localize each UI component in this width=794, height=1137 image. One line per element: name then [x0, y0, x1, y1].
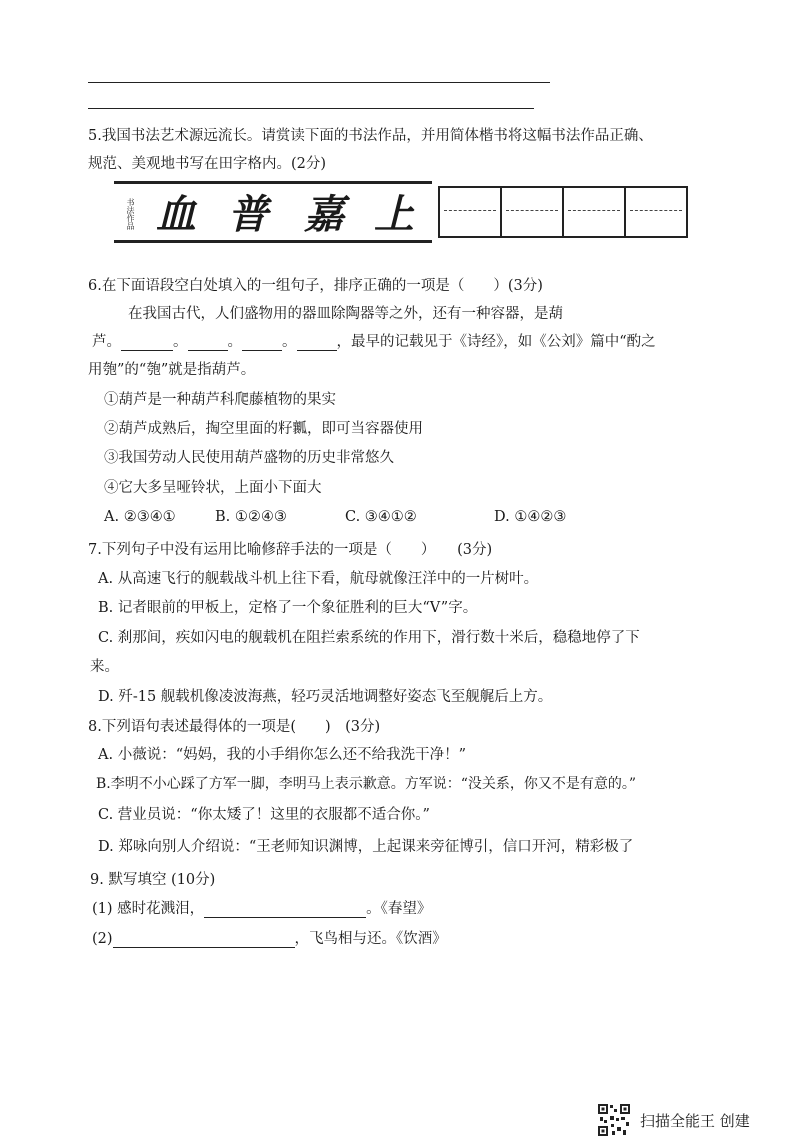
q6-item-1: ①葫芦是一种葫芦科爬藤植物的果实	[104, 392, 336, 408]
q7-option-d[interactable]: D. 歼-15 舰载机像凌波海燕，轻巧灵活地调整好姿态飞至舰艉后上方。	[98, 689, 553, 705]
q9-line1-suffix: 。《春望》	[366, 901, 432, 917]
q8-option-b[interactable]: B.李明不小心踩了方军一脚，李明马上表示歉意。方军说：“没关系，你又不是有意的。”	[96, 776, 637, 792]
grid-cell-2[interactable]	[502, 188, 564, 236]
q7-stem: 7.下列句子中没有运用比喻修辞手法的一项是（ ） (3分)	[88, 542, 493, 558]
q6-item-2: ②葫芦成熟后，掏空里面的籽瓤，即可当容器使用	[104, 421, 423, 437]
q9-line-2	[92, 930, 447, 948]
q7-option-c-line1[interactable]: C. 刹那间，疾如闪电的舰载机在阻拦索系统的作用下，滑行数十米后，稳稳地停了下	[98, 630, 640, 646]
calligraphy-artwork	[114, 181, 432, 243]
q6-item-4: ④它大多呈哑铃状，上面小下面大	[104, 480, 322, 496]
q9-line-1	[92, 900, 431, 918]
q6-para-1: 在我国古代，人们盛物用的器皿除陶器等之外，还有一种容器，是葫	[128, 306, 563, 322]
q7-option-c-line2[interactable]: 来。	[90, 659, 119, 675]
q6-para2-a: 芦。	[92, 334, 121, 350]
calligraphy-char-3: 嘉	[304, 191, 344, 238]
calligraphy-char-2: 普	[228, 191, 268, 238]
q8-option-c[interactable]: C. 营业员说：“你太矮了！这里的衣服都不适合你。”	[98, 807, 430, 823]
tianzige-grid[interactable]	[438, 186, 688, 238]
q6-blank-2[interactable]	[188, 350, 228, 351]
q8-option-a[interactable]: A. 小薇说：“妈妈，我的小手绢你怎么还不给我洗干净！”	[98, 747, 467, 763]
q6-para2-e: ，最早的记载见于《诗经》，如《公刘》篇中“酌之	[336, 334, 656, 350]
q6-option-d[interactable]: D. ①④②③	[494, 509, 567, 525]
q6-blank-3[interactable]	[242, 350, 282, 351]
grid-cell-4[interactable]	[626, 188, 686, 236]
q6-item-3: ③我国劳动人民使用葫芦盛物的历史非常悠久	[104, 450, 394, 466]
q6-blank-1[interactable]	[121, 350, 173, 351]
q6-para2-d: 。	[282, 334, 297, 350]
q6-blank-4[interactable]	[297, 350, 337, 351]
q5-line-1: 5.我国书法艺术源远流长。请赏读下面的书法作品，并用简体楷书将这幅书法作品正确、	[88, 128, 653, 144]
q6-option-c[interactable]: C. ③④①②	[345, 509, 417, 525]
calligraphy-small-text: 书法作品	[126, 198, 135, 230]
q6-para-2	[92, 333, 656, 351]
q8-option-d[interactable]: D. 郑咏向别人介绍说：“王老师知识渊博，上起课来旁征博引，信口开河，精彩极了	[98, 839, 634, 855]
grid-cell-1[interactable]	[440, 188, 502, 236]
q5-line-2: 规范、美观地书写在田字格内。(2分)	[88, 156, 327, 172]
answer-line-1	[88, 82, 550, 83]
q6-option-b[interactable]: B. ①②④③	[215, 509, 287, 525]
q9-blank-2[interactable]	[113, 947, 295, 948]
q9-line2-prefix: (2)	[92, 931, 113, 947]
q6-para-3: 用匏”的“匏”就是指葫芦。	[88, 362, 256, 378]
q6-para2-c: 。	[227, 334, 242, 350]
scanner-brand-text: 扫描全能王 创建	[640, 1112, 750, 1130]
q7-option-b[interactable]: B. 记者眼前的甲板上，定格了一个象征胜利的巨大“V”字。	[98, 600, 478, 616]
q6-option-a[interactable]: A. ②③④①	[104, 509, 176, 525]
qr-code-icon	[597, 1103, 631, 1137]
q6-stem: 6.在下面语段空白处填入的一组句子，排序正确的一项是（ ）(3分)	[88, 278, 543, 294]
q8-stem: 8.下列语句表述最得体的一项是( ) (3分)	[88, 719, 381, 735]
calligraphy-char-1: 血	[156, 191, 196, 238]
q7-option-a[interactable]: A. 从高速飞行的舰载战斗机上往下看，航母就像汪洋中的一片树叶。	[98, 571, 539, 587]
q9-blank-1[interactable]	[204, 917, 366, 918]
calligraphy-char-4: 上	[374, 191, 414, 238]
q9-stem: 9. 默写填空 (10分)	[90, 872, 216, 888]
q9-line2-suffix: ，飞鸟相与还。《饮酒》	[294, 931, 447, 947]
q6-para2-b: 。	[173, 334, 188, 350]
answer-line-2	[88, 108, 534, 109]
q9-line1-prefix: (1) 感时花溅泪，	[92, 901, 205, 917]
grid-cell-3[interactable]	[564, 188, 626, 236]
